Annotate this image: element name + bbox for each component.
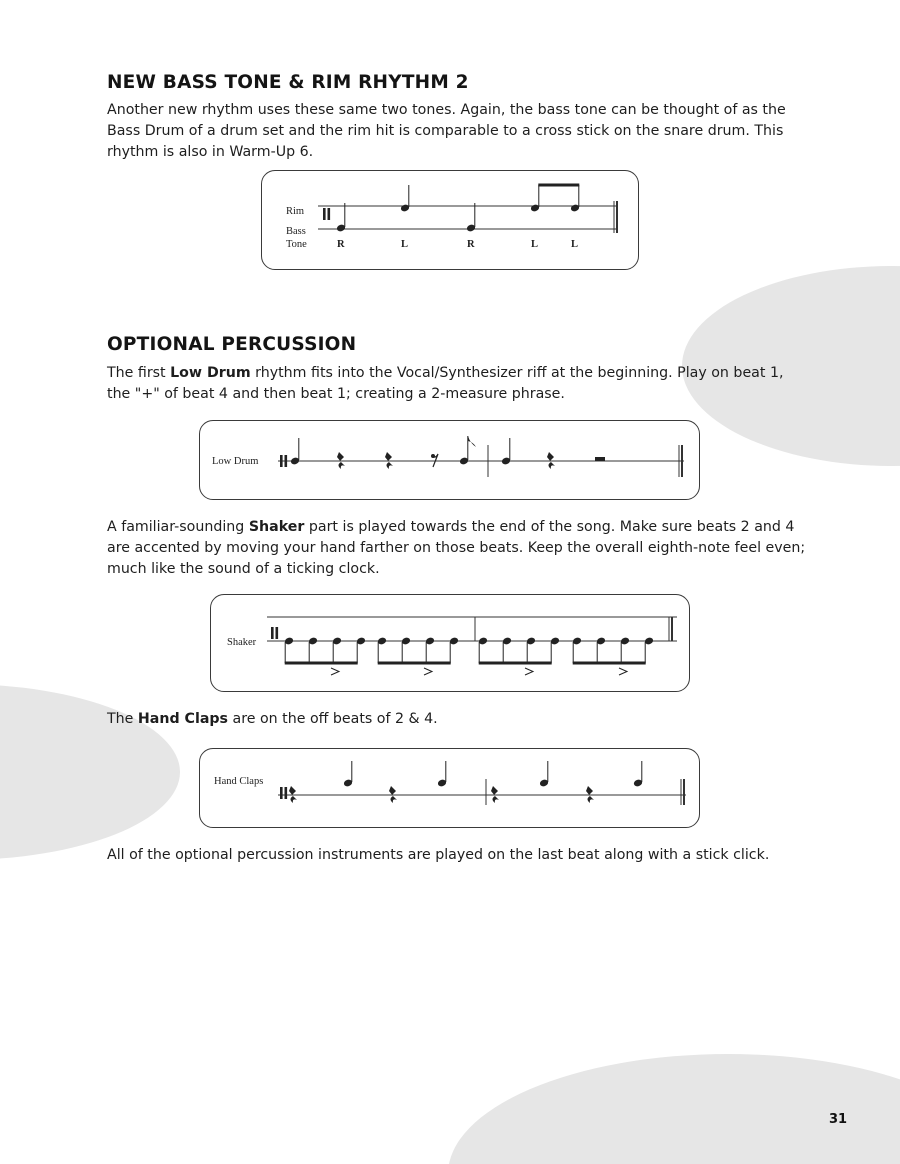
notation-box-hand-claps bbox=[199, 748, 700, 828]
sticking-1: R bbox=[337, 239, 345, 250]
paragraph-closing: All of the optional percussion instruments are played on the last beat along with a stick click. bbox=[107, 847, 770, 863]
low-drum-notation bbox=[200, 421, 701, 501]
paragraph-shaker: A familiar-sounding Shaker part is played towards the end of the song. Make sure beats 2 and 4 are accented by moving your hand farther on those beats. Keep the overall eighth-note feel even; much like the sound of a ticking clock. bbox=[107, 519, 806, 577]
eighth-flag bbox=[468, 436, 476, 447]
page-number: 31 bbox=[829, 1112, 848, 1127]
shaker-beam bbox=[285, 662, 358, 665]
percussion-clef bbox=[280, 787, 283, 799]
decorative-gray-blob-bottom bbox=[448, 1054, 900, 1164]
label-low-drum: Low Drum bbox=[212, 456, 259, 467]
label-bass: Bass bbox=[286, 226, 306, 237]
sticking-4: L bbox=[531, 239, 539, 250]
label-rim: Rim bbox=[286, 206, 305, 217]
sticking-3: R bbox=[467, 239, 475, 250]
label-tone: Tone bbox=[286, 239, 307, 250]
percussion-clef bbox=[271, 627, 274, 639]
paragraph-hand-claps: The Hand Claps are on the off beats of 2 & 4. bbox=[107, 711, 438, 727]
shaker-beam bbox=[378, 662, 451, 665]
accent-mark bbox=[525, 668, 533, 675]
section-heading-optional-percussion: OPTIONAL PERCUSSION bbox=[107, 334, 357, 355]
percussion-clef bbox=[323, 208, 326, 220]
shaker-beam bbox=[573, 662, 646, 665]
accent-mark bbox=[424, 668, 432, 675]
percussion-clef bbox=[280, 455, 283, 467]
notation-box-bass-rim bbox=[261, 170, 639, 270]
section-paragraph-bass-rim: Another new rhythm uses these same two tones. Again, the bass tone can be thought of as the Bass Drum of a drum set and the rim hit is comparable to a cross stick on the snare drum. This rhythm is also in Warm-Up 6. bbox=[107, 102, 786, 160]
section-heading-bass-rim: NEW BASS TONE & RIM RHYTHM 2 bbox=[107, 72, 469, 93]
notation-box-shaker bbox=[210, 594, 690, 692]
half-rest bbox=[595, 457, 605, 461]
accent-mark bbox=[619, 668, 627, 675]
notation-box-low-drum bbox=[199, 420, 700, 500]
rim-bass-notation bbox=[262, 171, 640, 271]
accent-mark bbox=[331, 668, 339, 675]
shaker-notation bbox=[211, 595, 691, 693]
shaker-eighth-notes bbox=[284, 637, 654, 675]
paragraph-low-drum: The first Low Drum rhythm fits into the Vocal/Synthesizer riff at the beginning. Play on beat 1, the "+" of beat 4 and then beat 1; creating a 2-measure phrase. bbox=[107, 365, 784, 402]
sticking-2: L bbox=[401, 239, 409, 250]
hand-claps-notation bbox=[200, 749, 701, 829]
sticking-5: L bbox=[571, 239, 579, 250]
eighth-beam bbox=[538, 184, 579, 187]
label-hand-claps: Hand Claps bbox=[214, 776, 264, 787]
label-shaker: Shaker bbox=[227, 637, 257, 648]
shaker-beam bbox=[479, 662, 552, 665]
